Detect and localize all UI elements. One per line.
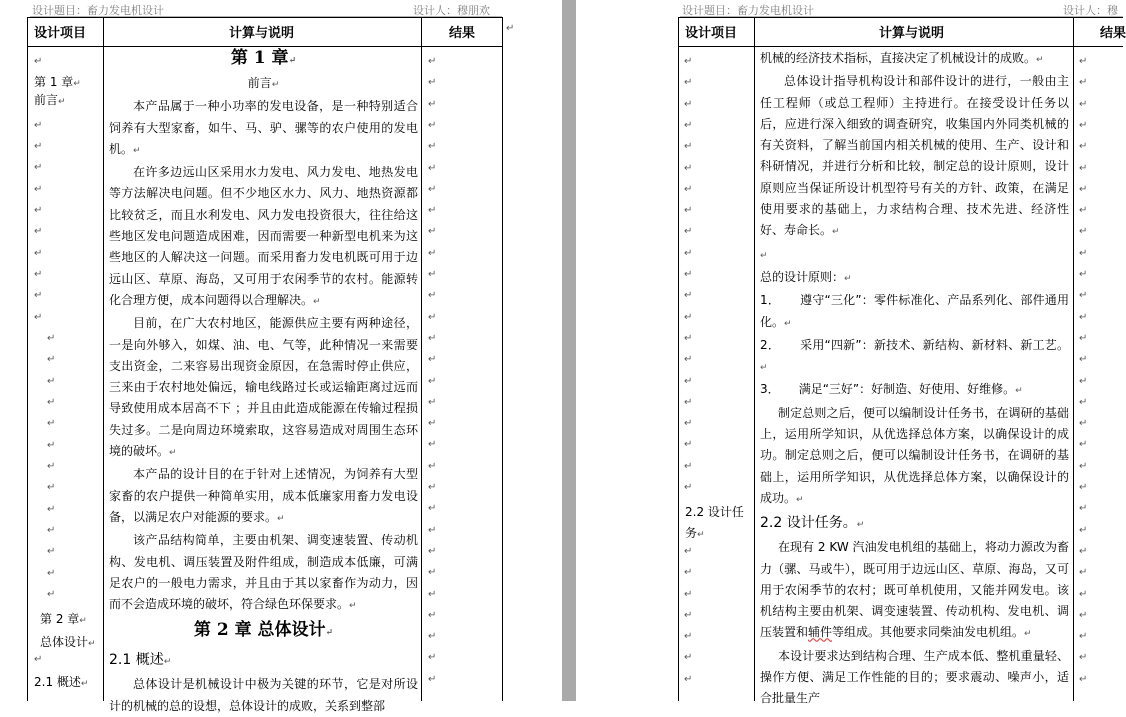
paragraph-mark: ↵ [684,56,693,67]
paragraph-mark: ↵ [1079,439,1088,450]
paragraph-mark: ↵ [428,376,437,387]
paragraph-mark: ↵ [1079,525,1088,536]
paragraph-mark: ↵ [1079,589,1088,600]
paragraph-mark: ↵ [428,226,437,237]
paragraph-mark: ↵ [684,248,693,259]
document-page-right [576,0,1126,706]
paragraph-mark: ↵ [47,482,56,493]
paragraph-mark: ↵ [684,482,693,493]
table-header-border [678,46,1123,47]
paragraph-mark: ↵ [47,418,56,429]
paragraph-mark: ↵ [684,77,693,88]
calc-content-left [109,46,418,717]
document-page-left [0,0,562,713]
calc-content-right [760,48,1069,710]
paragraph-mark: ↵ [684,205,693,216]
paragraph-mark: ↵ [684,141,693,152]
paragraph-mark: ↵ [684,652,693,663]
row-end-mark: ↵ [506,23,515,34]
paragraph-mark: ↵ [428,418,437,429]
paragraph-mark: ↵ [684,461,693,472]
chapter1-title: 第 1 章↵ [230,48,297,68]
table-divider-2 [1073,17,1074,701]
paragraph-mark: ↵ [428,205,437,216]
paragraph-mark: ↵ [428,333,437,344]
paragraph-mark: ↵ [47,440,56,451]
paragraph-mark: ↵ [684,184,693,195]
paragraph-mark: ↵ [684,226,693,237]
side-label-sec21: 2.1 概述↵ [34,675,89,689]
paragraph-mark: ↵ [1079,482,1088,493]
paragraph-mark: ↵ [428,56,437,67]
paragraph-mark: ↵ [47,333,56,344]
paragraph-mark: ↵ [34,248,43,259]
paragraph-mark: ↵ [684,439,693,450]
paragraph-mark: ↵ [47,504,56,515]
paragraph: 该产品结构简单，主要由机架、调变速装置、传动机构、发电机、调压装置及附件组成，制造成本低廉，可满足农户的一般电力需求，并且由于其以家畜作为动力，因而不会造成环境的破坏，符合绿色环保要求。↵ [109,533,418,612]
paragraph-mark: ↵ [47,525,56,536]
paragraph-mark: ↵ [684,418,693,429]
paragraph-mark: ↵ [47,376,56,387]
paragraph-mark: ↵ [1079,631,1088,642]
paragraph-mark: ↵ [428,99,437,110]
table-border-right [502,17,503,701]
paragraph-mark: ↵ [1079,248,1088,259]
paragraph-mark: ↵ [1079,226,1088,237]
paragraph-mark: ↵ [428,248,437,259]
paragraph: 目前，在广大农村地区，能源供应主要有两种途径，一是向外够入，如煤、油、电、气等，此种情况一来需要支出资金，二来容易出现资金原因，在急需时停止供应，三来由于农村地处偏远，输电线路过长或运输距离过远而导致使用成本居高不下 ；并且由此造成能源在传输过程损失过多。二是向周边环境索取，这容易造成对周围生态环境的破坏。↵ [109,316,418,459]
paragraph: 总体设计是机械设计中极为关键的环节，它是对所设计的机械的总的设想，总体设计的成败，关系到整部 [109,677,418,713]
paragraph-mark: ↵ [428,525,437,536]
paragraph-mark: ↵ [428,652,437,663]
paragraph-mark: ↵ [428,631,437,642]
page-gutter [562,0,576,701]
paragraph-mark: ↵ [1079,205,1088,216]
paragraph-mark: ↵ [34,312,43,323]
paragraph-mark: ↵ [428,461,437,472]
paragraph-mark: ↵ [1079,610,1088,621]
table-divider-1 [754,17,755,701]
col-header-project: 设计项目 [685,26,738,41]
paragraph-mark: ↵ [47,461,56,472]
paragraph-mark: ↵ [428,610,437,621]
table-divider-2 [421,17,422,701]
paragraph: 总体设计指导机构设计和部件设计的进行，一般由主任工程师（或总工程师）主持进行。在接受设计任务以后，应进行深入细致的调查研究，收集国内外同类机械的有关资料，了解当前国内相关机械的使用、生产、设计和科研情况，并进行分析和比较，制定总的设计原则，设计原则应当保证所设计机型符号有关的方针、政策，在满足使用要求的基础上，力求结构合理、技术先进、经济性好、寿命长。↵ [760,74,1069,238]
paragraph: 机械的经济技术指标，直接决定了机械设计的成败。↵ [760,51,1044,65]
table-top-border [27,17,503,18]
paragraph-mark: ↵ [1079,354,1088,365]
side-label-ch2: 第 2 章↵ 总体设计↵ [40,612,96,649]
header-designer: 设计人：穆朋欢 [413,4,490,17]
paragraph-mark: ↵ [1079,56,1088,67]
paragraph-mark: ↵ [1079,120,1088,131]
paragraph-mark: ↵ [34,184,43,195]
paragraph-mark: ↵ [428,163,437,174]
paragraph-mark: ↵ [1079,376,1088,387]
paragraph-mark: ↵ [34,141,43,152]
paragraph-mark: ↵ [428,354,437,365]
paragraph: 在现有 2 KW 汽油发电机组的基础上，将动力源改为畜力（骡、马或牛），既可用于边远山区、草原、海岛，又可用于农闲季节的农村；既可单机使用，又能并网发电。该机结构主要由机架、调变速装置、传动机构、发电机、调压装置和辅件等组成。其他要求同柴油发电机组。↵ [760,540,1069,640]
paragraph-mark: ↵ [1079,397,1088,408]
paragraph-mark: ↵ [1079,312,1088,323]
chapter2-title: 第 2 章 总体设计↵ [193,620,334,641]
paragraph-mark: ↵ [34,269,43,280]
paragraph-mark: ↵ [684,567,693,578]
paragraph-mark: ↵ [1079,99,1088,110]
paragraph-mark: ↵ [428,77,437,88]
header-designer: 设计人：穆 [1063,4,1118,17]
paragraph-mark: ↵ [428,312,437,323]
paragraph-mark: ↵ [428,269,437,280]
paragraph-mark: ↵ [34,162,43,173]
paragraph-mark: ↵ [47,546,56,557]
paragraph-mark: ↵ [428,482,437,493]
paragraph-mark: ↵ [684,333,693,344]
paragraph-mark: ↵ [684,354,693,365]
paragraph-mark: ↵ [1079,184,1088,195]
col-header-result: 结果 [1100,26,1126,41]
paragraph: 制定总则之后，便可以编制设计任务书，在调研的基础上，运用所学知识，从优选择总体方案，以确保设计的成功。制定总则之后，便可以编制设计任务书，在调研的基础上，运用所学知识，从优选择总体方案，以确保设计的成功。↵ [760,405,1069,505]
paragraph-mark: ↵ [428,503,437,514]
col-header-calc: 计算与说明 [879,26,945,41]
paragraph-mark: ↵ [684,546,693,557]
col-header-result: 结果 [449,26,476,41]
paragraph-mark: ↵ [428,141,437,152]
paragraph-mark: ↵ [684,120,693,131]
paragraph-mark: ↵ [1079,461,1088,472]
paragraph-mark: ↵ [684,397,693,408]
side-label-ch1: 第 1 章↵ 前言↵ [34,75,81,107]
table-divider-1 [103,17,104,701]
paragraph-mark: ↵ [684,312,693,323]
paragraph-mark: ↵ [1079,567,1088,578]
principle-item: 3． 满足“三好”：好制造、好使用、好维修。↵ [760,382,1023,397]
paragraph-mark: ↵ [684,376,693,387]
table-border-left [27,17,28,701]
paragraph-mark: ↵ [1079,333,1088,344]
paragraph-mark: ↵ [47,568,56,579]
paragraph-mark: ↵ [1079,652,1088,663]
paragraph-mark: ↵ [428,589,437,600]
paragraph: 本产品属于一种小功率的发电设备，是一种特别适合饲养有大型家畜，如牛、马、驴、骡等的农户使用的发电机。↵ [109,99,418,156]
header-title: 设计题目：畜力发电机设计 [682,4,814,17]
paragraph-mark: ↵ [684,631,693,642]
header-title: 设计题目：畜力发电机设计 [32,4,164,17]
col-header-calc: 计算与说明 [229,26,295,41]
paragraph-mark: ↵ [34,56,43,67]
paragraph-mark: ↵ [684,163,693,174]
paragraph-mark: ↵ [34,120,43,131]
section22-title: 2.2 设计任务。↵ [760,515,865,532]
paragraph-mark: ↵ [1079,141,1088,152]
paragraph-mark: ↵ [47,589,56,600]
paragraph-mark: ↵ [428,674,437,685]
table-border-left [678,17,679,701]
paragraph-mark: ↵ [684,589,693,600]
paragraph-mark: ↵ [684,610,693,621]
paragraph-mark: ↵ [1079,77,1088,88]
principle-item: 2． 采用“四新”：新技术、新结构、新材料、新工艺。↵ [760,337,1070,374]
side-label-sec22: 2.2 设计任 务↵ [685,505,744,540]
paragraph-mark: ↵ [428,546,437,557]
paragraph-mark: ↵ [34,290,43,301]
principles-title: 总的设计原则：↵ [760,269,852,284]
paragraph: 在许多边远山区采用水力发电、风力发电、地热发电等方法解决电问题。但不少地区水力、风力、地热资源都比较贫乏，而且水利发电、风力发电投资很大，往往给这些地区发电问题造成困难，因而需要一种新型电机来为这些地区的人解决这一问题。而采用畜力发电机既可用于边远山区、草原、海岛，又可用于农闲季节的农村。能源转化合理方便，成本问题得以合理解决。↵ [109,165,418,307]
paragraph-mark: ↵ [684,674,693,685]
paragraph-mark: ↵ [1079,290,1088,301]
table-top-border [678,17,1123,18]
section21-title: 2.1 概述↵ [109,652,172,669]
paragraph-mark: ↵ [34,205,43,216]
paragraph-mark: ↵ [428,397,437,408]
paragraph-mark: ↵ [1079,269,1088,280]
paragraph-mark: ↵ [1079,674,1088,685]
paragraph-mark: ↵ [428,567,437,578]
preface-heading: 前言↵ [247,76,280,90]
paragraph-mark: ↵ [47,397,56,408]
paragraph: 本产品的设计目的在于针对上述情况，为饲养有大型家畜的农户提供一种简单实用，成本低廉家用畜力发电设备，以满足农户对能源的要求。↵ [109,467,418,524]
paragraph-mark: ↵ [1079,503,1088,514]
paragraph-mark: ↵ [47,354,56,365]
paragraph-mark: ↵ [428,184,437,195]
paragraph-mark: ↵ [428,439,437,450]
col-header-project: 设计项目 [34,26,87,41]
paragraph-mark: ↵ [1079,418,1088,429]
paragraph-mark: ↵ [34,654,43,665]
paragraph-mark: ↵ [428,290,437,301]
paragraph: 本设计要求达到结构合理、生产成本低、整机重量轻、操作方便、满足工作性能的目的；要求震动、噪声小，适合批量生产 [760,648,1069,706]
paragraph-mark: ↵ [1079,546,1088,557]
blank-line: ↵ [760,250,768,261]
paragraph-mark: ↵ [684,290,693,301]
paragraph-mark: ↵ [428,120,437,131]
paragraph-mark: ↵ [684,99,693,110]
paragraph-mark: ↵ [684,269,693,280]
principle-item: 1． 遵守“三化”：零件标准化、产品系列化、部件通用化。↵ [760,293,1070,329]
paragraph-mark: ↵ [34,226,43,237]
paragraph-mark: ↵ [1079,163,1088,174]
